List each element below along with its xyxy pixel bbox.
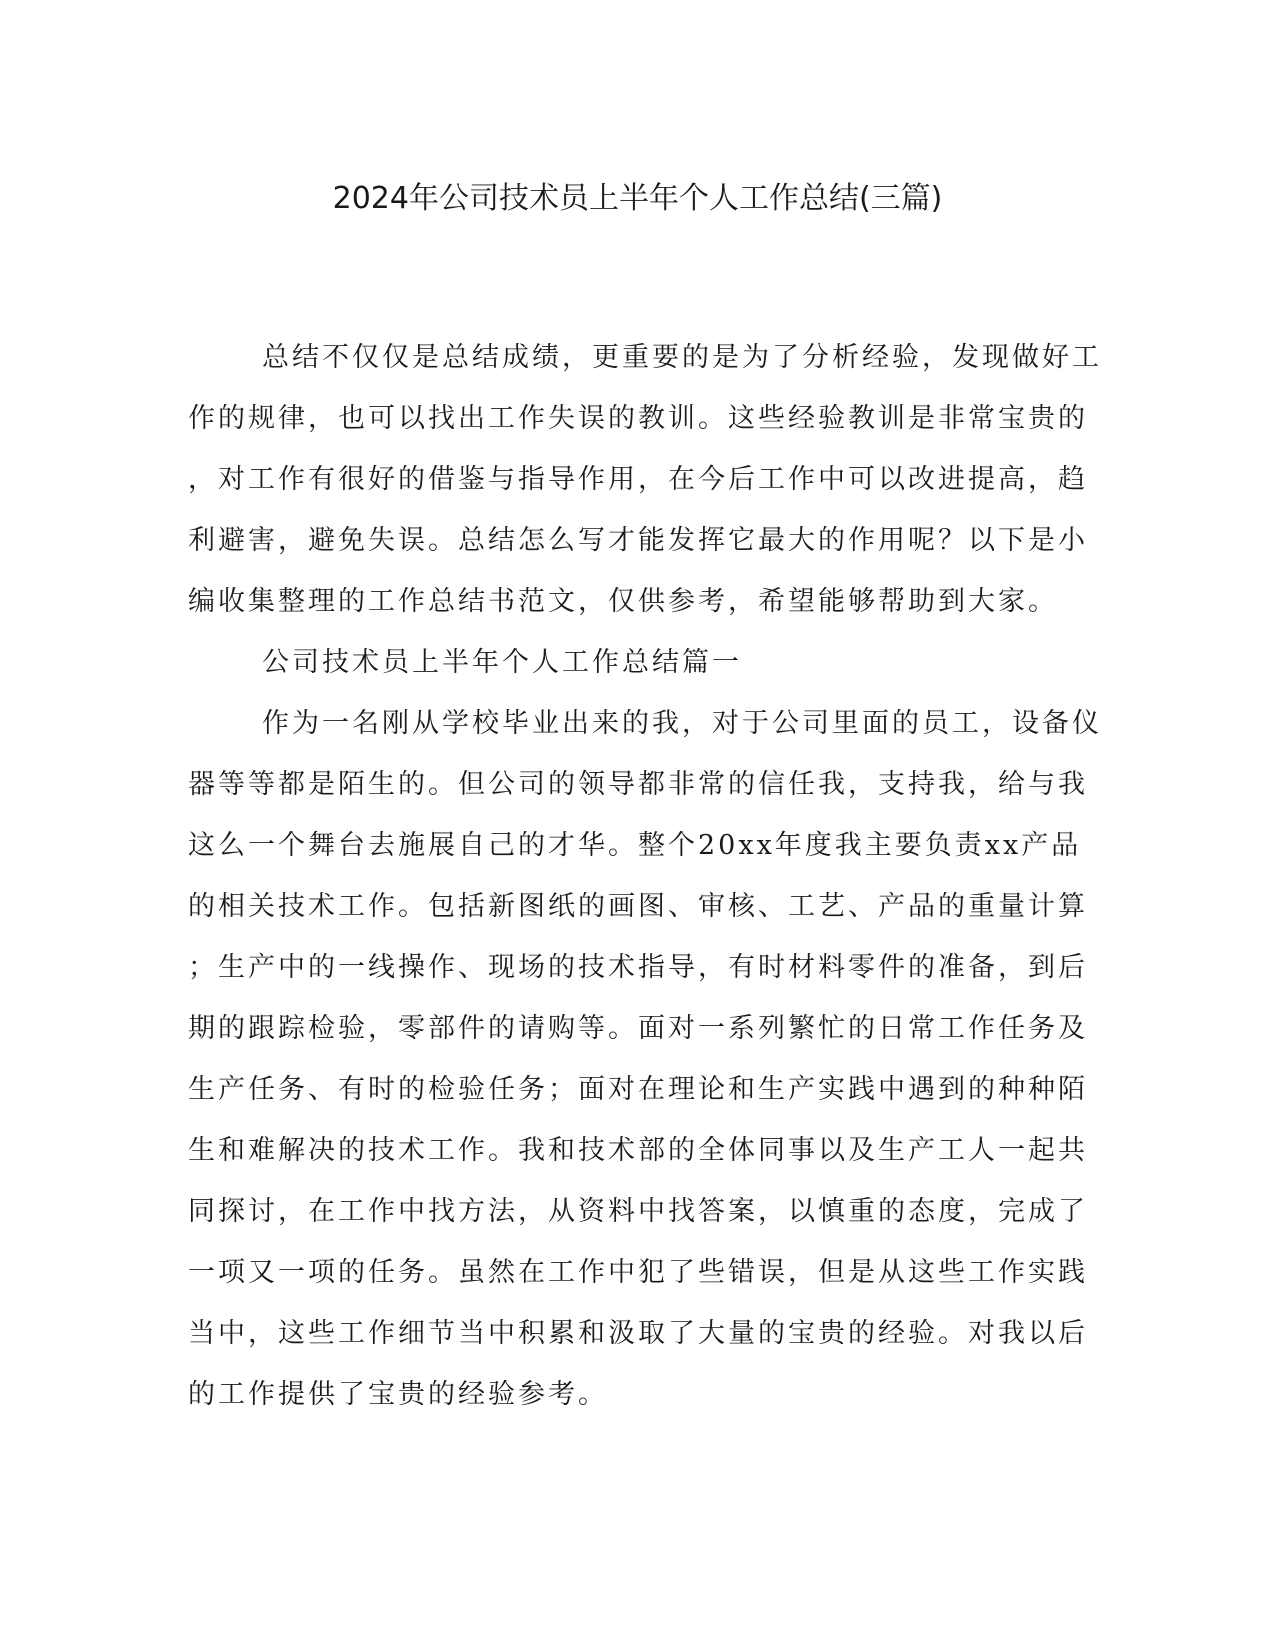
text-line: 作的规律，也可以找出工作失误的教训。这些经验教训是非常宝贵的 [188, 403, 1088, 434]
text-line: 这么一个舞台去施展自己的才华。整个20xx年度我主要负责xx产品 [188, 830, 1082, 861]
document-body [188, 327, 1102, 1425]
paragraph-body [188, 693, 1102, 1425]
document-title: 2024年公司技术员上半年个人工作总结(三篇) [332, 181, 943, 216]
text-line: 同探讨，在工作中找方法，从资料中找答案，以慎重的态度，完成了 [188, 1196, 1088, 1227]
text-line: 利避害，避免失误。总结怎么写才能发挥它最大的作用呢？以下是小 [188, 525, 1088, 556]
text-line: ，对工作有很好的借鉴与指导作用，在今后工作中可以改进提高，趋 [188, 464, 1088, 495]
text-line: 总结不仅仅是总结成绩，更重要的是为了分析经验，发现做好工 [262, 342, 1102, 373]
text-line: 公司技术员上半年个人工作总结篇一 [262, 647, 742, 678]
text-line: 期的跟踪检验，零部件的请购等。面对一系列繁忙的日常工作任务及 [188, 1013, 1088, 1044]
text-line: 作为一名刚从学校毕业出来的我，对于公司里面的员工，设备仪 [262, 708, 1102, 739]
text-line: 当中，这些工作细节当中积累和汲取了大量的宝贵的经验。对我以后 [188, 1318, 1088, 1349]
paragraph-intro [188, 327, 1102, 632]
text-line: ；生产中的一线操作、现场的技术指导，有时材料零件的准备，到后 [188, 952, 1088, 983]
text-line: 编收集整理的工作总结书范文，仅供参考，希望能够帮助到大家。 [188, 586, 1058, 617]
text-line: 器等等都是陌生的。但公司的领导都非常的信任我，支持我，给与我 [188, 769, 1088, 800]
text-line: 生产任务、有时的检验任务；面对在理论和生产实践中遇到的种种陌 [188, 1074, 1088, 1105]
text-line: 生和难解决的技术工作。我和技术部的全体同事以及生产工人一起共 [188, 1135, 1088, 1166]
text-line: 的相关技术工作。包括新图纸的画图、审核、工艺、产品的重量计算 [188, 891, 1088, 922]
text-line: 一项又一项的任务。虽然在工作中犯了些错误，但是从这些工作实践 [188, 1257, 1088, 1288]
text-line: 的工作提供了宝贵的经验参考。 [188, 1379, 608, 1410]
section-heading [188, 632, 1068, 693]
